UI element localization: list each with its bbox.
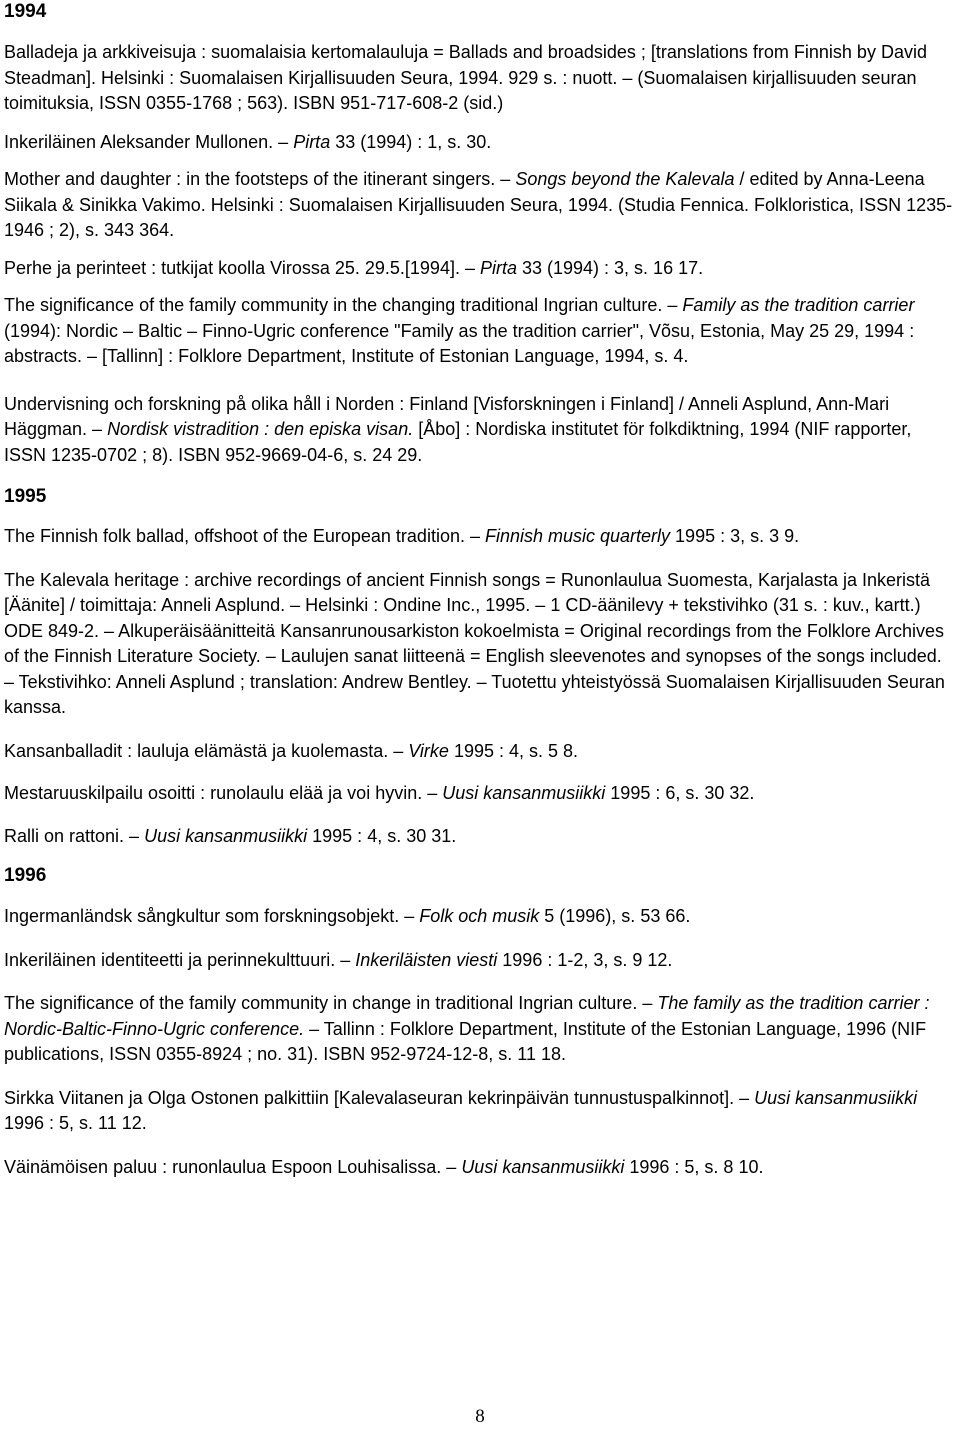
bibliography-entry [4,781,954,807]
entry-italic-title: Uusi kansanmusiikki [461,1156,625,1177]
bibliography-entry [4,739,954,765]
entry-italic-title: Family as the tradition carrier [682,295,915,315]
bibliography-entry [4,40,954,117]
entry-text: 1996 : 5, s. 11 12. [4,1113,147,1133]
bibliography-entry [4,167,954,244]
entry-italic-title: Uusi kansanmusiikki [442,783,606,803]
year-heading: 1994 [4,1,47,22]
year-section-1994 [4,0,954,468]
entry-text: The Finnish folk ballad, offshoot of the European tradition. – [4,526,485,546]
entry-text: Ralli on rattoni. – [4,825,145,846]
entry-italic-title: The family as the tradition carrier : Nordic-Baltic-Finno-Ugric conference. [4,993,930,1039]
bibliography-entry [4,130,954,156]
entry-italic-title: Nordisk vistradition : den episka visan. [107,419,414,439]
entry-italic-title: Uusi kansanmusiikki [754,1087,918,1108]
year-section-1995 [4,485,954,849]
entry-italic-title: Finnish music quarterly [484,526,671,546]
bibliography-entry [4,991,954,1068]
entry-italic-title: Songs beyond the Kalevala [515,169,735,189]
bibliography-entry [4,1086,954,1137]
bibliography-document [4,0,954,1180]
entry-text: Undervisning och forskning på olika håll i Norden : Finland [Visforskningen i Finland] / Anneli Asplund, Ann-Mari Häggman. – [4,393,890,439]
entry-text: Inkeriläinen identiteetti ja perinnekulttuuri. – [4,949,356,970]
bibliography-entry [4,256,954,282]
entry-italic-title: Uusi kansanmusiikki [144,825,308,846]
entry-text: Väinämöisen paluu : runonlaulua Espoon Louhisalissa. – [4,1156,462,1177]
entry-text: The significance of the family community in change in traditional Ingrian culture. – [4,993,658,1013]
year-section-1996 [4,864,954,1180]
entry-italic-title: Folk och musik [419,906,540,926]
entry-text: 1995 : 4, s. 30 31. [307,825,457,846]
entry-text: 33 (1994) : 3, s. 16 17. [516,257,704,278]
entry-text: Kansanballadit : lauluja elämästä ja kuolemasta. – [4,740,409,761]
entry-text: Sirkka Viitanen ja Olga Ostonen palkittiin [Kalevalaseuran kekrinpäivän tunnustuspalkinnot]. – [4,1087,755,1108]
entry-text: Balladeja ja arkkiveisuja : suomalaisia kertomalauluja = Ballads and broadsides ; [translations from Finnish by David Steadman]. Helsinki : Suomalaisen Kirjallisuuden Seura, 1994. 929 s. : nuott. – (Suomalaisen kirjallisuuden seuran toimituksia, ISSN 0355-1768 ; 563). ISBN 951-717-608-2 (sid.) [4,42,927,113]
bibliography-entry [4,904,954,930]
bibliography-entry [4,948,954,974]
entry-text: / edited by Anna-Leena Siikala & Sinikka Vakimo. Helsinki : Suomalaisen Kirjallisuuden Seura, 1994. (Studia Fennica. Folkloristica, ISSN 1235-1946 ; 2), s. 343 364. [4,169,953,240]
bibliography-entry [4,1155,954,1181]
entry-text: Inkeriläinen Aleksander Mullonen. – [4,131,294,152]
entry-text: 1995 : 3, s. 3 9. [670,526,800,546]
entry-italic-title: Pirta [479,257,517,278]
entry-text: Ingermanländsk sångkultur som forskningsobjekt. – [4,906,420,926]
entry-text: [Åbo] : Nordiska institutet för folkdiktning, 1994 (NIF rapporter, ISSN 1235-0702 ; 8). ISBN 952-9669-04-6, s. 24 29. [4,419,912,465]
entry-text: 33 (1994) : 1, s. 30. [330,131,492,152]
entry-italic-title: Virke [408,740,449,761]
entry-text: – Tallinn : Folklore Department, Institute of the Estonian Language, 1996 (NIF publications, ISSN 0355-8924 ; no. 31). ISBN 952-9724-12-8, s. 11 18. [4,1018,927,1064]
entry-text: Perhe ja perinteet : tutkijat koolla Virossa 25. 29.5.[1994]. – [4,257,480,278]
entry-text: The Kalevala heritage : archive recordings of ancient Finnish songs = Runonlaulua Suomesta, Karjalasta ja Inkeristä [Äänite] / toimittaja: Anneli Asplund. – Helsinki : Ondine Inc., 1995. – 1 CD-äänilevy + tekstivihko (31 s. : kuv., kartt.) ODE 849-2. – Alkuperäisäänitteitä Kansanrunousarkiston kokoelmista = Original recordings from the Folklore Archives of the Finnish Literature Society. – Laulujen sanat liitteenä = English sleevenotes and synopses of the songs included. – Tekstivihko: Anneli Asplund ; translation: Andrew Bentley. – Tuotettu yhteistyössä Suomalaisen Kirjallisuuden Seuran kanssa. [4,569,945,717]
entry-text: Mestaruuskilpailu osoitti : runolaulu elää ja voi hyvin. – [4,783,443,803]
entry-text: The significance of the family community in the changing traditional Ingrian culture. – [4,295,683,315]
entry-text: (1994): Nordic – Baltic – Finno-Ugric conference "Family as the tradition carrier", Võsu, Estonia, May 25 29, 1994 : abstracts. – [Tallinn] : Folklore Department, Institute of Estonian Language, 1994, s. 4. [4,320,915,366]
bibliography-entry [4,824,954,850]
entry-text: 5 (1996), s. 53 66. [539,906,691,926]
bibliography-entry [4,392,954,469]
entry-italic-title: Pirta [293,131,331,152]
page-number: 8 [475,1406,485,1427]
year-heading: 1996 [4,865,47,886]
entry-italic-title: Inkeriläisten viesti [355,949,498,970]
entry-text: 1995 : 4, s. 5 8. [448,740,579,761]
entry-text: 1996 : 5, s. 8 10. [624,1156,764,1177]
bibliography-entry [4,524,954,550]
entry-text: Mother and daughter : in the footsteps of the itinerant singers. – [4,169,516,189]
year-heading: 1995 [4,486,47,507]
bibliography-entry [4,293,954,370]
entry-text: 1995 : 6, s. 30 32. [605,783,755,803]
entry-text: 1996 : 1-2, 3, s. 9 12. [497,949,673,970]
bibliography-entry [4,568,954,721]
